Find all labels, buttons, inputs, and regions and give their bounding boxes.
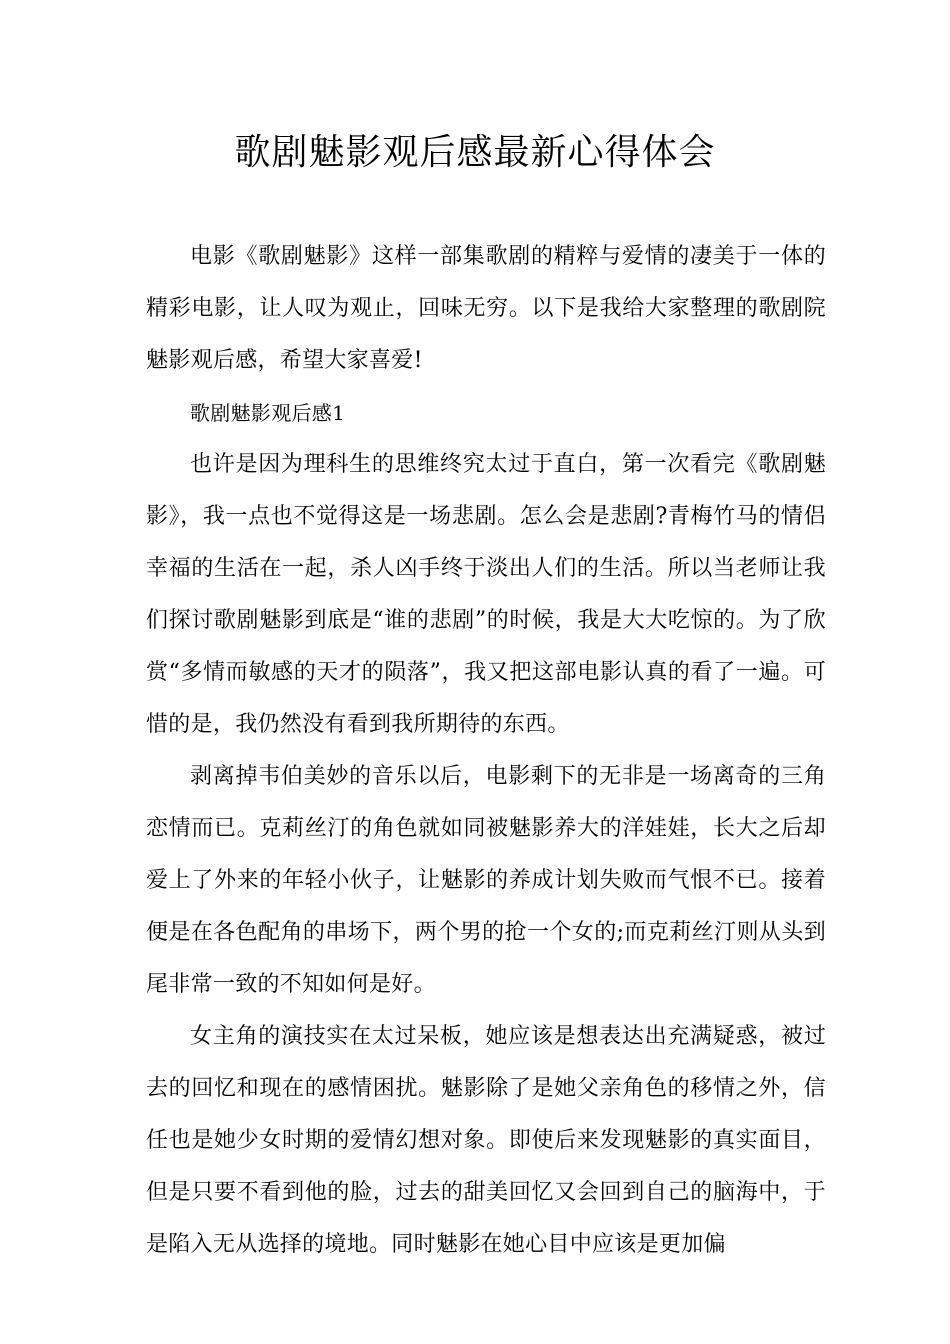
body-paragraph: 也许是因为理科生的思维终究太过于直白，第一次看完《歌剧魅影》，我一点也不觉得这是一场悲剧。怎么会是悲剧?青梅竹马的情侣幸福的生活在一起，杀人凶手终于淡出人们的生活。所以当老师让我们探讨歌剧魅影到底是“谁的悲剧”的时候，我是大大吃惊的。为了欣赏“多情而敏感的天才的陨落”，我又把这部电影认真的看了一遍。可惜的是，我仍然没有看到我所期待的东西。 bbox=[146, 452, 826, 737]
document-title: 歌剧魅影观后感最新心得体会 bbox=[234, 132, 716, 173]
document-body bbox=[146, 231, 826, 1271]
body-paragraph: 女主角的演技实在太过呆板，她应该是想表达出充满疑惑，被过去的回忆和现在的感情困扰。魅影除了是她父亲角色的移情之外，信任也是她少女时期的爱情幻想对象。即使后来发现魅影的真实面目，但是只要不看到他的脸，过去的甜美回忆又会回到自己的脑海中，于是陷入无从选择的境地。同时魅影在她心目中应该是更加偏 bbox=[146, 1024, 826, 1257]
section-heading: 歌剧魅影观后感1 bbox=[190, 401, 346, 425]
body-paragraph: 剥离掉韦伯美妙的音乐以后，电影剩下的无非是一场离奇的三角恋情而已。克莉丝汀的角色就如同被魅影养大的洋娃娃，长大之后却爱上了外来的年轻小伙子，让魅影的养成计划失败而气恨不已。接着便是在各色配角的串场下，两个男的抢一个女的;而克莉丝汀则从头到尾非常一致的不知如何是好。 bbox=[146, 764, 826, 997]
intro-paragraph: 电影《歌剧魅影》这样一部集歌剧的精粹与爱情的凄美于一体的精彩电影，让人叹为观止，回味无穷。以下是我给大家整理的歌剧院魅影观后感，希望大家喜爱! bbox=[146, 244, 826, 373]
